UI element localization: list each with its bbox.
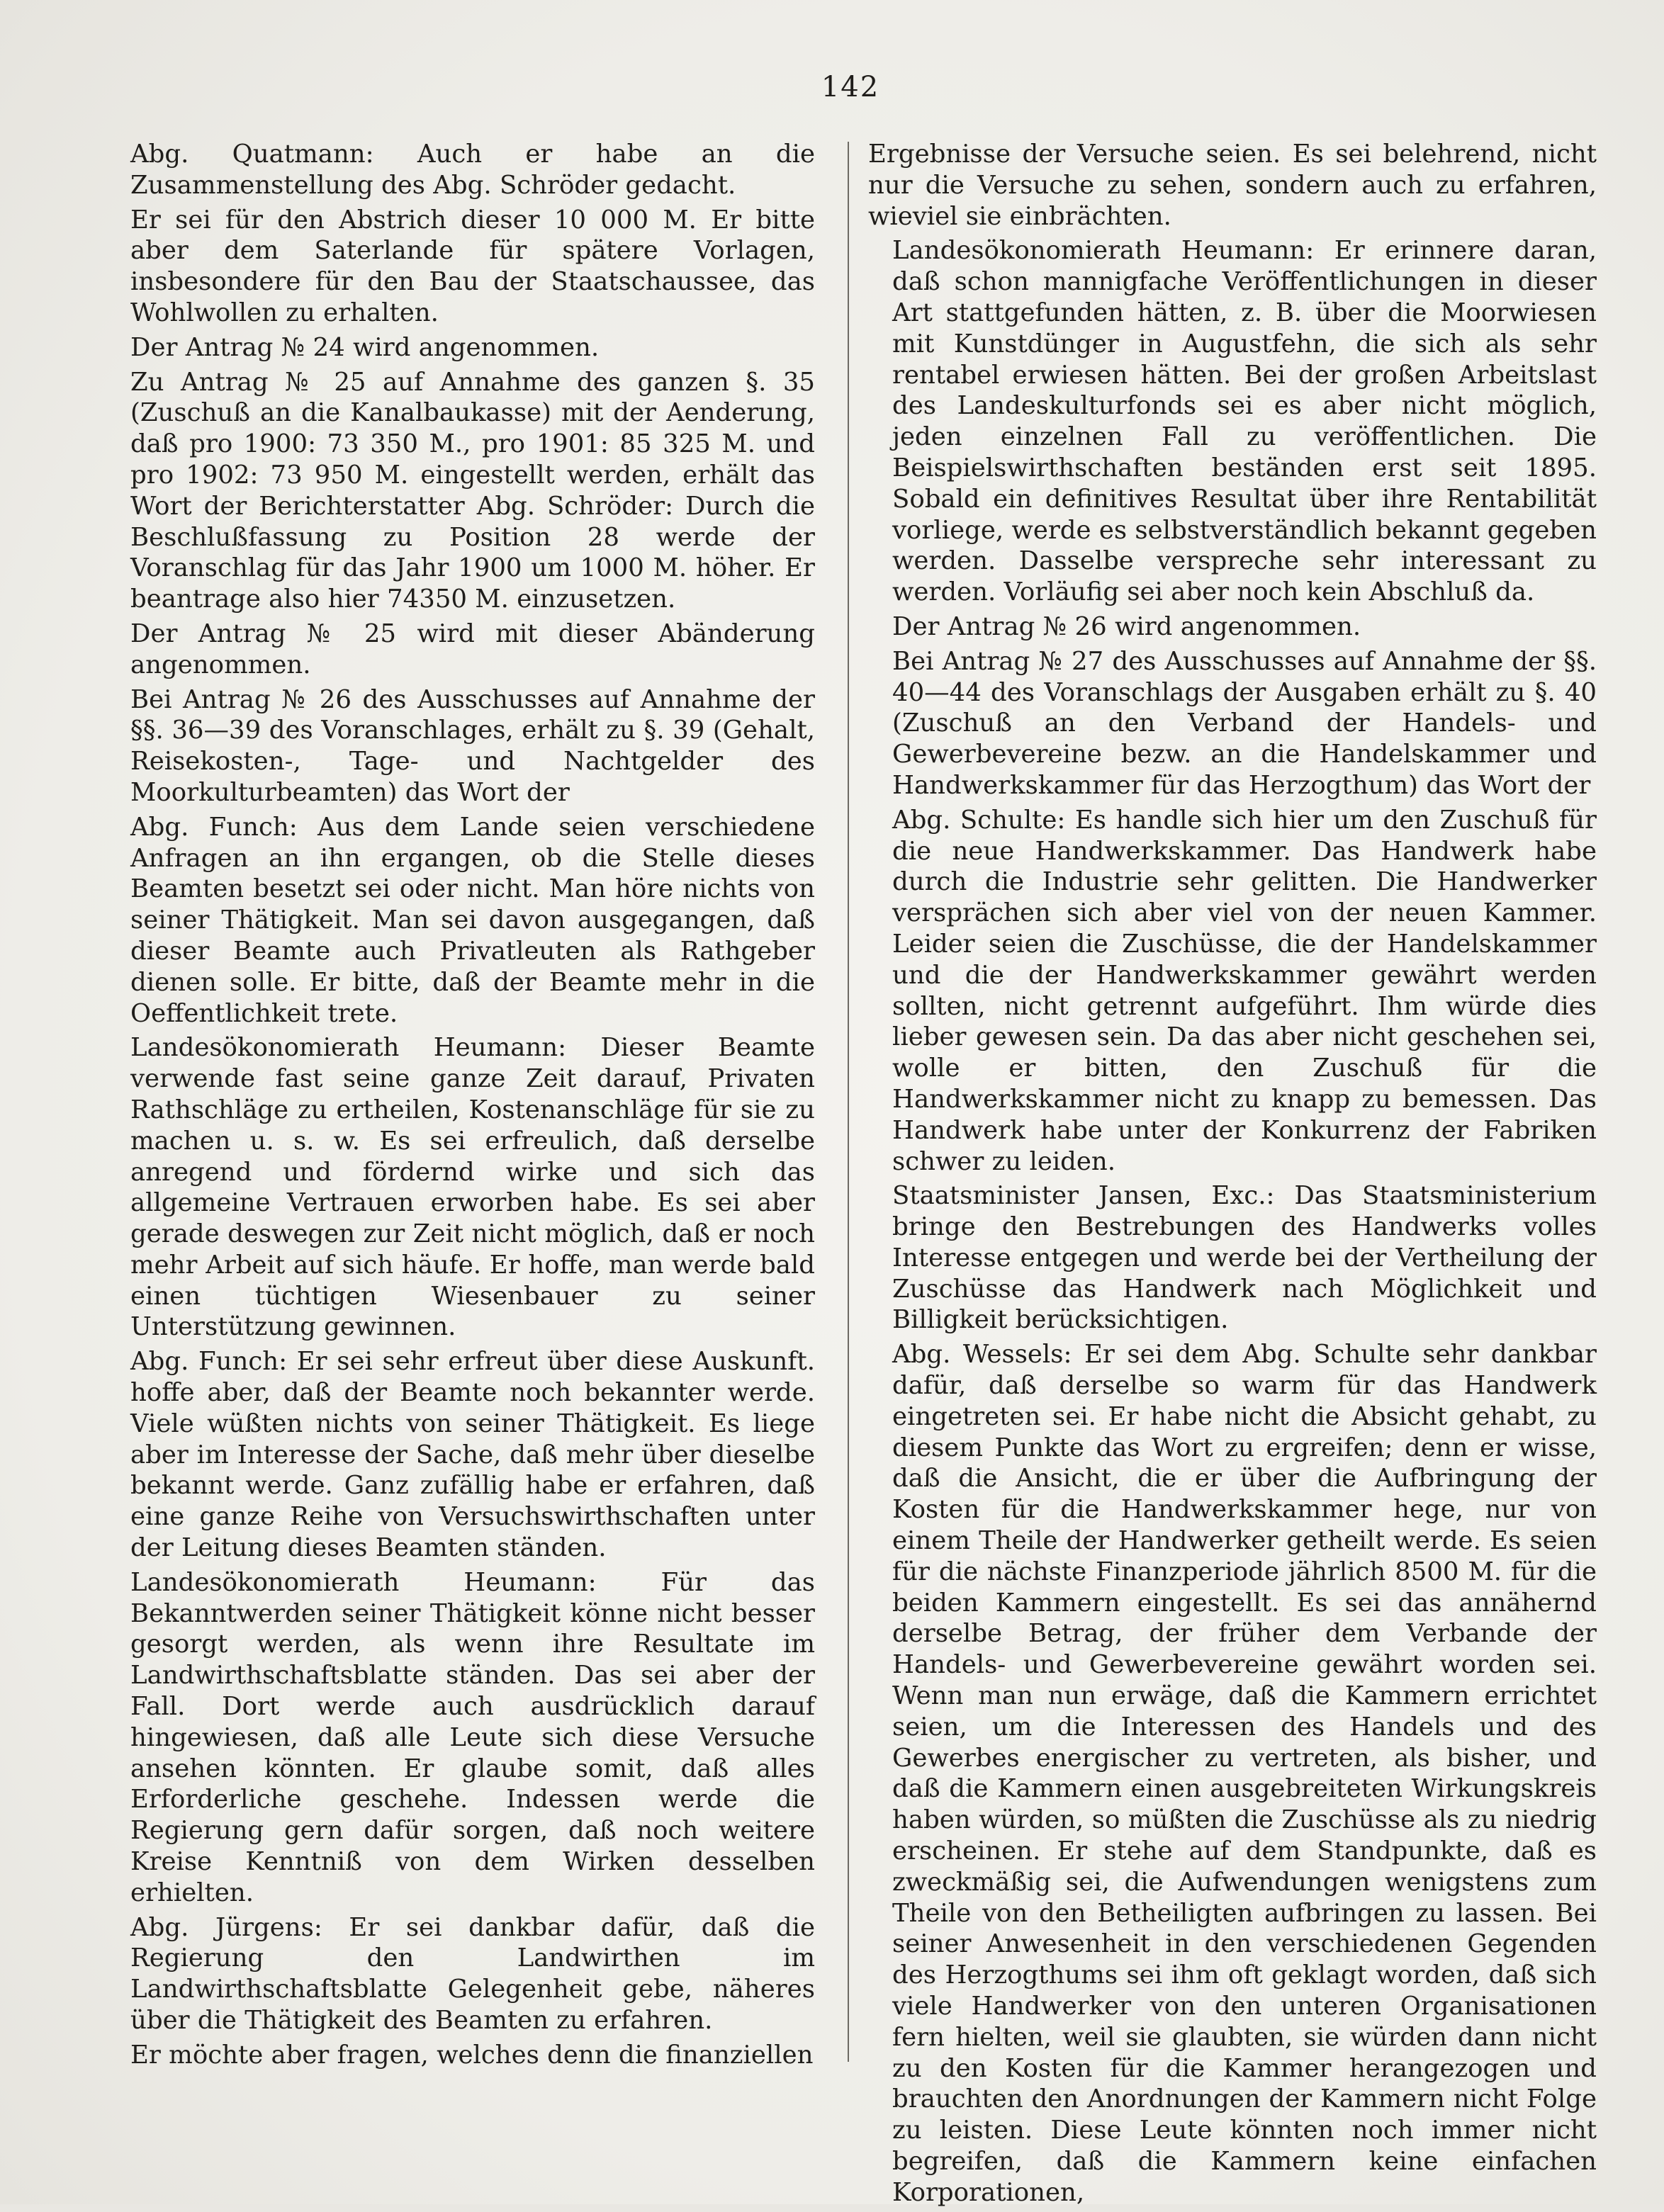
paragraph: Bei Antrag № 27 des Ausschusses auf Annahme der §§. 40—44 des Voranschlags der Ausgaben erhält zu §. 40 (Zuschuß an den Verband der Handels- und Gewerbevereine bezw. an die Handelskammer und Handwerkskammer für das Herzogthum) das Wort der bbox=[892, 646, 1597, 800]
paragraph: Ergebnisse der Versuche seien. Es sei belehrend, nicht nur die Versuche zu sehen, sondern auch zu erfahren, wieviel sie einbrächten. bbox=[868, 140, 1597, 231]
left-column bbox=[106, 139, 815, 2075]
paragraph: Der Antrag № 26 wird angenommen. bbox=[892, 611, 1361, 641]
paragraph: Abg. Schulte: Es handle sich hier um den Zuschuß für die neue Handwerkskammer. Das Handwerk habe durch die Industrie sehr gelitten. Die Handwerker versprächen sich aber viel von der neuen Kammer. Leider seien die Zuschüsse, die der Handelskammer und die der Handwerkskammer gewährt werden sollten, nicht getrennt aufgeführt. Ihm würde dies lieber gewesen sein. Da das aber nicht geschehen sei, wolle er bitten, den Zuschuß für die Handwerkskammer nicht zu knapp zu bemessen. Das Handwerk habe unter der Konkurrenz der Fabriken schwer zu leiden. bbox=[892, 805, 1597, 1176]
paragraph: Der Antrag № 25 wird mit dieser Abänderung angenommen. bbox=[130, 619, 815, 679]
paragraph: Landesökonomierath Heumann: Dieser Beamte verwende fast seine ganze Zeit darauf, Privaten Rathschläge zu ertheilen, Kostenanschläge für sie zu machen u. s. w. Es sei erfreulich, daß derselbe anregend und fördernd wirke und sich das allgemeine Vertrauen erworben habe. Es sei aber gerade deswegen zur Zeit nicht möglich, daß er noch mehr Arbeit auf sich häufe. Er hoffe, man werde bald einen tüchtigen Wiesenbauer zu seiner Unterstützung gewinnen. bbox=[130, 1033, 815, 1342]
paragraph: Abg. Jürgens: Er sei dankbar dafür, daß die Regierung den Landwirthen im Landwirthschaftsblatte Gelegenheit gebe, näheres über die Thätigkeit des Beamten zu erfahren. bbox=[130, 1912, 815, 2036]
page-number: 142 bbox=[821, 71, 880, 103]
paragraph: Landesökonomierath Heumann: Er erinnere daran, daß schon mannigfache Veröffentlichungen in dieser Art stattgefunden hätten, z. B. über die Moorwiesen mit Kunstdünger in Augustfehn, die sich als sehr rentabel erwiesen hätten. Bei der großen Arbeitslast des Landeskulturfonds sei es aber nicht möglich, jeden einzelnen Fall zu veröffentlichen. Die Beispielswirthschaften beständen erst seit 1895. Sobald ein definitives Resultat über ihre Rentabilität vorliege, werde es selbstverständlich bekannt gegeben werden. Dasselbe verspreche sehr interessant zu werden. Vorläufig sei aber noch kein Abschluß da. bbox=[892, 236, 1597, 607]
paragraph: Landesökonomierath Heumann: Für das Bekanntwerden seiner Thätigkeit könne nicht besser gesorgt werden, als wenn ihre Resultate im Landwirthschaftsblatte ständen. Das sei aber der Fall. Dort werde auch ausdrücklich darauf hingewiesen, daß alle Leute sich diese Versuche ansehen könnten. Er glaube somit, daß alles Erforderliche geschehe. Indessen werde die Regierung gern dafür sorgen, daß noch weitere Kreise Kenntniß von dem Wirken desselben erhielten. bbox=[130, 1567, 815, 1907]
paragraph: Er sei für den Abstrich dieser 10 000 M. Er bitte aber dem Saterlande für spätere Vorlagen, insbesondere für den Bau der Staatschaussee, das Wohlwollen zu erhalten. bbox=[130, 205, 815, 327]
column-divider bbox=[848, 142, 849, 2062]
paragraph: Der Antrag № 24 wird angenommen. bbox=[130, 332, 600, 362]
paragraph: Abg. Wessels: Er sei dem Abg. Schulte sehr dankbar dafür, daß derselbe so warm für das Handwerk eingetreten sei. Er habe nicht die Absicht gehabt, zu diesem Punkte das Wort zu ergreifen; denn er wisse, daß die Ansicht, die er über die Aufbringung der Kosten für die Handwerkskammer hege, nur von einem Theile der Handwerker getheilt werde. Es seien für die nächste Finanzperiode jährlich 8500 M. für die beiden Kammern eingestellt. Es sei das annähernd derselbe Betrag, der früher dem Verbande der Handels- und Gewerbevereine gewährt worden sei. Wenn man nun erwäge, daß die Kammern errichtet seien, um die Interessen des Handels und des Gewerbes energischer zu vertreten, als bisher, und daß die Kammern einen ausgebreiteten Wirkungskreis haben würden, so müßten die Zuschüsse als zu niedrig erscheinen. Er stehe auf dem Standpunkte, daß es zweckmäßig sei, die Aufwendungen wenigstens zum Theile von den Betheiligten aufbringen zu lassen. Bei seiner Anwesenheit in den verschiedenen Gegenden des Herzogthums sei ihm oft geklagt worden, daß sich viele Handwerker von den unteren Organisationen fern hielten, weil sie glaubten, sie würden dann nicht zu den Kosten für die Kammer herangezogen und brauchten den Anordnungen der Kammern nicht Folge zu leisten. Diese Leute könnten noch immer nicht begreifen, daß die Kammern keine einfachen Korporationen, bbox=[892, 1340, 1597, 2207]
paragraph: Bei Antrag № 26 des Ausschusses auf Annahme der §§. 36—39 des Voranschlages, erhält zu §. 39 (Gehalt, Reisekosten-, Tage- und Nachtgelder des Moorkulturbeamten) das Wort der bbox=[130, 684, 815, 807]
paragraph: Er möchte aber fragen, welches denn die finanziellen bbox=[130, 2040, 814, 2070]
right-column bbox=[868, 139, 1597, 2212]
paragraph: Zu Antrag № 25 auf Annahme des ganzen §. 35 (Zuschuß an die Kanalbaukasse) mit der Aenderung, daß pro 1900: 73 350 M., pro 1901: 85 325 M. und pro 1902: 73 950 M. eingestellt werden, erhält das Wort der Berichterstatter Abg. Schröder: Durch die Beschlußfassung zu Position 28 werde der Voranschlag für das Jahr 1900 um 1000 M. höher. Er beantrage also hier 74350 M. einzusetzen. bbox=[130, 367, 815, 614]
paragraph: Abg. Funch: Aus dem Lande seien verschiedene Anfragen an ihn ergangen, ob die Stelle dieses Beamten besetzt sei oder nicht. Man höre nichts von seiner Thätigkeit. Man sei davon ausgegangen, daß dieser Beamte auch Privatleuten als Rathgeber dienen solle. Er bitte, daß der Beamte mehr in die Oeffentlichkeit trete. bbox=[130, 812, 815, 1028]
paragraph: Staatsminister Jansen, Exc.: Das Staatsministerium bringe den Bestrebungen des Handwerks volles Interesse entgegen und werde bei der Vertheilung der Zuschüsse das Handwerk nach Möglichkeit und Billigkeit berücksichtigen. bbox=[892, 1181, 1597, 1335]
paragraph: Abg. Quatmann: Auch er habe an die Zusammenstellung des Abg. Schröder gedacht. bbox=[130, 140, 815, 200]
paragraph: Abg. Funch: Er sei sehr erfreut über diese Auskunft. hoffe aber, daß der Beamte noch bekannter werde. Viele wüßten nichts von seiner Thätigkeit. Es liege aber im Interesse der Sache, daß mehr über dieselbe bekannt werde. Ganz zufällig habe er erfahren, daß eine ganze Reihe von Versuchswirthschaften unter der Leitung dieses Beamten ständen. bbox=[130, 1347, 815, 1563]
